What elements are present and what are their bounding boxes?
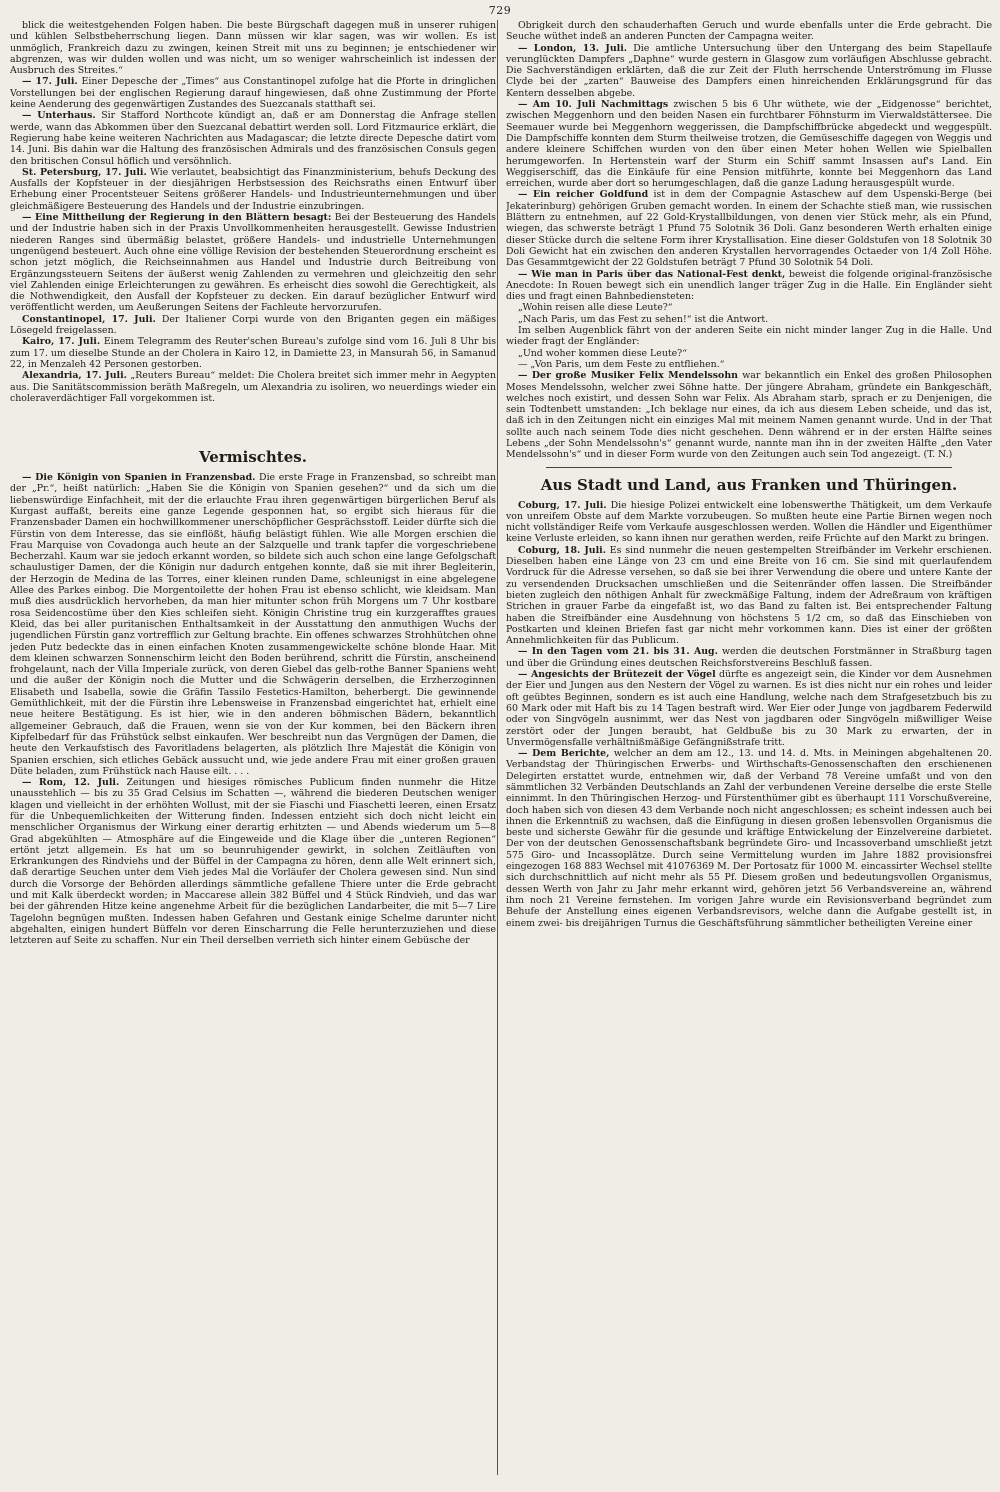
article-text: Sir Stafford Northcote kündigt an, daß er am Donnerstag die Anfrage stellen werde, wann das Abkommen über den Suezcanal debattirt werden soll. Lord Fitzmaurice erklärt, die Regierung habe keine weiteren Nachrichten aus Madagascar; die letzte directe Depesche datirt vom 14. Juni. Bis dahin war die Haltung des französischen Admirals und des französischen Consuls gegen den britischen Consul höflich und versöhnlich. <box>10 110 496 167</box>
article-dateline: Constantinopel, 17. Juli. <box>22 313 156 325</box>
article-text: „Reuters Bureau“ meldet: Die Cholera breitet sich immer mehr in Aegypten aus. Die Sanitätscommission beräth Maßregeln, um Alexandria zu isoliren, wo neuerdings wieder ein choleraverdächtiger Fall vorgekommen ist. <box>10 370 496 404</box>
section-heading-vermischtes: Vermischtes. <box>199 448 307 467</box>
article-paragraph <box>506 302 992 313</box>
article-text: „Wohin reisen alle diese Leute?“ <box>518 302 673 314</box>
article-dateline: Coburg, 17. Juli. <box>518 499 607 511</box>
column-divider <box>497 20 498 1475</box>
article-paragraph <box>10 370 496 404</box>
article-text: Einem Telegramm des Reuter'schen Bureau's zufolge sind vom 16. Juli 8 Uhr bis zum 17. um dieselbe Stunde an der Cholera in Kairo 12, in Damiette 23, in Mansurah 56, in Samanud 22, in Menzaleh 42 Personen gestorben. <box>10 336 496 370</box>
article-text: Der Italiener Corpi wurde von den Briganten gegen ein mäßiges Lösegeld freigelassen. <box>10 313 496 337</box>
article-dateline: — London, 13. Juli. <box>518 42 628 54</box>
article-paragraph <box>506 669 992 748</box>
article-text: dürfte es angezeigt sein, die Kinder vor dem Ausnehmen der Eier und Jungen aus den Nestern der Vögel zu warnen. Es ist dies nicht nur ein rohes und leider oft geübtes Beginnen, sondern es ist auch eine Handlung, welche nach dem Strafgesetzbuch bis zu 60 Mark oder mit Haft bis zu 14 Tagen bestraft wird. Wer Eier oder Junge von jagdbarem Federwild oder von Singvögeln ausnimmt, wer das Nest von jagdbaren oder Singvögeln mißwilliger Weise zerstört oder der Jungen beraubt, hat Geldbuße bis zu 30 Mark zu erwarten, der in Unvermögensfalle verhältnißmäßige Gefängnißstrafe tritt. <box>506 669 992 748</box>
article-text: Die hiesige Polizei entwickelt eine lobenswerthe Thätigkeit, um dem Verkaufe von unreifem Obste auf dem Markte vorzubeugen. So mußten heute eine Partie Birnen wegen noch nicht vollständiger Reife vom Verkaufe ausgeschlossen werden. Wollen die Händler und Eigenthümer keine Verluste erleiden, so kann ihnen nur gerathen werden, reife Früchte auf den Markt zu bringen. <box>506 499 992 545</box>
article-text: werden die deutschen Forstmänner in Straßburg tagen und über die Gründung eines deutschen Reichsforstvereins Beschluß fassen. <box>506 646 992 669</box>
article-paragraph <box>506 314 992 325</box>
article-text: blick die weitestgehenden Folgen haben. Die beste Bürgschaft dagegen muß in unserer ruhigen und kühlen Selbstbeherrschung liegen. Dann müssen wir klar sagen, was wir wollen. Es ist unmöglich, Frankreich dazu zu zwingen, keinen Streit mit uns zu beginnen; je entschiedener wir abgrenzen, was wir dulden wollen und was nicht, um so weniger wahrscheinlich ist indessen der Ausbruch des Streites.“ <box>10 20 496 77</box>
article-dateline: — Wie man in Paris über das National-Fest denkt, <box>518 268 786 280</box>
article-paragraph <box>506 189 992 268</box>
article-dateline: — Ein reicher Goldfund <box>518 189 649 201</box>
article-dateline: — Dem Berichte, <box>518 748 610 760</box>
article-paragraph <box>506 646 992 669</box>
article-dateline: Alexandria, 17. Juli. <box>22 370 127 382</box>
article-text: Die erste Frage in Franzensbad, so schreibt man der „Pr.“, heißt natürlich: „Haben Sie die Königin von Spanien gesehen?“ und da sich um die liebenswürdige Einfachheit, mit der die erlauchte Frau ihren gegenwärtigen bürgerlichen Beruf als Kurgast auffaßt, bereits eine ganze Legende gesponnen hat, so ergibt sich hieraus für die Franzensbader Damen ein hochwillkommener unerschöpflicher Gesprächsstoff. Leider dürfte sich die Fürstin von dem Interesse, das sie einflößt, häufig belästigt fühlen. Wie alle Morgen erschien die Frau Marquise von Covadonga auch heute an der Salzquelle und trank tapfer die vorgeschriebene Becherzahl. Kaum war sie jedoch erkannt worden, so bildete sich auch schon eine lange Gefolgschaft schaulustiger Damen, der die Königin nur dadurch entgehen konnte, daß sie mit ihrer Begleiterin, der Herzogin de Medina de las Torres, einer kleinen runden Dame, schleunigst in eine abgelegene Allee des Parkes einbog. Die Morgentoilette der hohen Frau ist ebenso schlicht, wie kleidsam. Man muß dies ausdrücklich hervorheben, da man hier mitunter schon früh Morgens um 7 Uhr kostbare rosa Seidencostüme über den Kies schleifen sieht. Königin Christine trug ein kurzgerafftes graues Kleid, das bei aller puritanischen Enthaltsamkeit in der Ausstattung den anmuthigen Wuchs der jugendlichen Fürstin ganz vortrefflich zur Geltung brachte. Ein offenes schwarzes Strohhütchen ohne jeden Putz bedeckte das in einen einfachen Knoten zusammengewickelte schöne blonde Haar. Mit dem kleinen schwarzen Sonnenschirm leicht den Boden berührend, schritt die Fürstin, anscheinend frohgelaunt, nach der Villa Imperiale zurück, von deren Giebel das gelb-rothe Banner Spaniens weht und die außer der Königin noch die Mutter und die Schwägerin derselben, die Erzherzoginnen Elisabeth und Isabella, sowie die Gräfin Tassilo Festetics-Hamilton, beherbergt. Die gewinnende Gemüthlichkeit, mit der die Fürstin ihre Lebensweise in Franzensbad eingerichtet hat, erhielt eine neue heitere Bestätigung. Es ist hier, wie in den anderen böhmischen Bädern, bekanntlich allgemeiner Gebrauch, daß die Frauen, wenn sie von der Kur kommen, bei den Bäckern ihren Kipfelbedarf für das Frühstück selbst einkaufen. Wer beschreibt nun das Vergnügen der Damen, die heute den Verkaufstisch des Favoritladens belagerten, als plötzlich Ihre Majestät die Königin von Spanien erschien, sich etliches Gebäck aussucht und, wie jede andere Frau mit einer großen grauen Düte beladen, zum Frühstück nach Hause eilt. . . . <box>10 472 496 777</box>
article-text: welcher an dem am 12., 13. und 14. d. Mts. in Meiningen abgehaltenen 20. Verbandstag der Thüringischen Erwerbs- und Wirthschafts-Genossenschaften den erschienenen Delegirten erstattet wurde, entnehmen wir, daß der Verband 78 Vereine umfaßt und von den sämmtlichen 32 Verbänden Deutschlands an Zahl der verbundenen Vereine derselbe die erste Stelle einnimmt. In den Thüringischen Herzog- und Fürstenthümer gibt es überhaupt 111 Vorschußvereine, doch haben sich von diesen 43 dem Verbande noch nicht angeschlossen; es scheint indessen auch bei ihnen die Erkenntniß zu wachsen, daß die Einfügung in diesen großen lebensvollen Organismus die beste und sicherste Gewähr für die gesunde und kräftige Entwickelung der Einzelvereine darbietet. Der von der deutschen Genossenschaftsbank begründete Giro- und Incassoverband umschließt jetzt 575 Giro- und Incassoplätze. Durch seine Vermittelung wurden im Jahre 1882 provisionsfrei eingezogen 168 883 Wechsel mit 41076369 M. Der Portosatz für 1000 M. eincassirter Wechsel stellte sich durchschnittlich auf nicht mehr als 55 Pf. Diesem großen und bedeutungsvollen Organismus, dessen Werth von Jahr zu Jahr mehr erkannt wird, gehören jetzt 56 Verbandsvereine an, während ihm noch 21 Vereine fernstehen. Im vorigen Jahre wurde ein Revisionsverband begründet zum Behufe der Anstellung eines eigenen Verbandsrevisors, welche dann die Aufgabe gestellt ist, in einem zwei- bis dreijährigen Turnus die Geschäftsführung sämmtlicher betheiligten Vereine einer <box>506 748 992 929</box>
article-paragraph <box>10 314 496 337</box>
article-paragraph <box>506 545 992 647</box>
page-number: 729 <box>488 4 512 17</box>
article-text: zwischen 5 bis 6 Uhr wüthete, wie der „Eidgenosse“ berichtet, zwischen Meggenhorn und den beiden Nasen ein furchtbarer Föhnsturm im Vierwaldstättersee. Die Seemauer wurde bei Meggenhorn weggerissen, die Dampfschiffbrücke abgedeckt und weggespült. Die Dampfschiffe konnten dem Sturm theilweise trotzen, die Gemüseschiffe dagegen von Weggis und andere kleinere Schiffchen wurden von den über einen Meter hohen Wellen wie Spielballen herumgeworfen. In Hertenstein warf der Sturm ein Schiff sammt Insassen auf's Land. Ein Weggiserschiff, das die Einkäufe für eine Pension mitführte, konnte bei Meggenhorn das Land erreichen, wurde aber dort so herumgeschlagen, daß die ganze Ladung herausgespült wurde. <box>506 99 992 190</box>
article-text: Wie verlautet, beabsichtigt das Finanzministerium, behufs Deckung des Ausfalls der Kopfsteuer in der diesjährigen Herbstsession des Reichsraths einen Entwurf über Erhebung einer Procentsteuer Seitens größerer Handels- und Industrieunternehmungen und über gleichmäßigere Besteuerung des Handels und der Industrie einzubringen. <box>10 166 496 212</box>
article-dateline: — Unterhaus. <box>22 110 96 122</box>
article-paragraph <box>506 348 992 359</box>
blank-space <box>10 404 496 440</box>
article-text: war bekanntlich ein Enkel des großen Philosophen Moses Mendelssohn, welcher zwei Söhne hatte. Der jüngere Abraham, gründete ein Bankgeschäft, welches noch existirt, und dessen Sohn war Felix. Als Abraham starb, sprach er zu Denjenigen, die sein Todtenbett umstanden: „Ich beklage nur eines, da ich aus diesem Leben scheide, und das ist, daß ich in den Zeitungen nicht ein einziges Mal mit meinem Namen genannt wurde. Und in der That sollte auch nach seinem Tode dies nicht geschehen. Denn während er in der ersten Hälfte seines Lebens „der Sohn Mendelssohn's“ genannt wurde, nannte man ihn in der zweiten Hälfte „den Vater Mendelssohn's“ und in dieser Form wurde von den Zeitungen auch sein Tod angezeigt. (T. N.) <box>506 370 992 461</box>
article-dateline: Coburg, 18. Juli. <box>518 544 606 556</box>
article-dateline: Kairo, 17. Juli. <box>22 336 101 348</box>
article-paragraph <box>506 20 992 43</box>
article-text: Im selben Augenblick fährt von der anderen Seite ein nicht minder langer Zug in die Halle. Und wieder fragt der Engländer: <box>506 325 992 348</box>
article-text: Es sind nunmehr die neuen gestempelten Streifbänder im Verkehr erschienen. Dieselben haben eine Länge von 23 cm und eine Breite von 16 cm. Sie sind mit querlaufendem Vordruck für die Adresse versehen, so daß sie bei ihrer Verwendung die obere und untere Kante der zu versendenden Drucksachen umschließen und die Seitenränder offen lassen. Die Streifbänder bieten zugleich den nöthigen Anhalt für zweckmäßige Faltung, indem der Adreßraum von kräftigen Strichen in grauer Farbe da eingefaßt ist, wo das Band zu falten ist. Bei entsprechender Faltung haben die Streifbänder eine Ausdehnung von höchstens 5 1/2 cm, so daß das Einschieben von Postkarten und kleinen Briefen fast gar nicht mehr vorkommen kann. Dies ist einer der größten Annehmlichkeiten für das Publicum. <box>506 544 992 647</box>
article-paragraph <box>10 777 496 946</box>
article-text: „Nach Paris, um das Fest zu sehen!“ ist die Antwort. <box>518 313 769 325</box>
article-dateline: — Eine Mittheilung der Regierung in den Blättern besagt: <box>22 212 332 224</box>
article-paragraph <box>10 167 496 212</box>
article-text: Zeitungen und hiesiges römisches Publicum finden nunmehr die Hitze unausstehlich — bis zu 35 Grad Celsius im Schatten —, während die biederen Deutschen weniger klagen und vielleicht in der erhöhten Wollust, mit der sie Fiaschi und Fiaschetti leeren, einen Ersatz für die Unbequemlichkeiten der Witterung finden. Indessen entzieht sich doch nicht leicht ein menschlicher Organismus der Wirkung einer derartig erhitzten — und Abends wiederum um 5—8 Grad abgekühlten — Atmosphäre auf die Eingeweide und die Klage über die „unteren Regionen“ ertönt jetzt allgemein. Es hat um so beunruhigender gewirkt, in solchen Zeitläuften von Erkrankungen des Rindviehs und der Büffel in der Campagna zu hören, denn alle Welt erinnert sich, daß derartige Seuchen unter dem Vieh jedes Mal die Vorläufer der Cholera gewesen sind. Nun sind durch die Vorsorge der Behörden allerdings sämmtliche gefallene Thiere unter die Erde gebracht und mit Kalk überdeckt worden; in Maccarese allein 382 Büffel und 4 Stück Rindvieh, und das war bei der gährenden Hitze keine angenehme Arbeit für die bezüglichen Landarbeiter, die mit 5—7 Lire Tagelohn begnügen mußten. Indessen haben Gefahren und Gestank einige Schelme darunter nicht abgehalten, einigen hundert Büffeln vor deren Einscharrung die Felle herunterzuziehen und diese letzteren auf Seite zu schaffen. Nur ein Theil derselben verrieth sich hinter einem Gebüsche der <box>10 777 496 947</box>
article-paragraph <box>10 472 496 777</box>
article-text: Die amtliche Untersuchung über den Untergang des beim Stapellaufe verunglückten Dampfers „Daphne“ wurde gestern in Glasgow zum vorläufigen Abschlusse gebracht. Die Sachverständigen erklärten, daß die zur Zeit der Fluth herrschende Unterströmung im Flusse Clyde bei der „zarten“ Bauweise des Dampfers einen hinreichenden Erklärungsgrund für das Kentern desselben abgebe. <box>506 42 992 99</box>
article-text: ist in dem der Compagnie Astaschew auf dem Uspenski-Berge (bei Jekaterinburg) gehörigen Gruben gemacht worden. In einem der Schachte stieß man, wie russischen Blättern zu entnehmen, auf 22 Gold-Krystallbildungen, von denen vier Stück mehr, als ein Pfund, wiegen, das schwerste beträgt 1 Pfund 75 Solotnik 36 Doli. Ganz besonderen Werth erhalten einige dieser Stücke durch die seltene Form ihrer Krystallisation. Eine dieser Goldstufen von 18 Solotnik 30 Doli Gewicht hat ein zwischen den anderen Krystallen hervorragendes Octaeder von 1/4 Zoll Höhe. Das Gesammtgewicht der 22 Goldstufen beträgt 7 Pfund 30 Solotnik 54 Doli. <box>506 189 992 269</box>
article-paragraph <box>506 43 992 99</box>
article-paragraph <box>506 748 992 929</box>
article-text: Bei der Besteuerung des Handels und der Industrie haben sich in der Praxis Unvollkommenheiten herausgestellt. Gewisse Industrien niederen Ranges sind übermäßig belastet, größere Handels- und industrielle Unternehmungen ungenügend besteuert. Auch ohne eine völlige Revision der bestehenden Steuerordnung erscheint es schon jetzt möglich, die Reichseinnahmen aus Handel und Industrie durch Beitreibung von Ergänzungssteuern Seitens der äußerst wenig Zahlenden zu vermehren und gleichzeitig den sehr viel Zahlenden einige Erleichterungen zu gewähren. Es erheischt dies sowohl die Gerechtigkeit, als die Nothwendigkeit, den Ausfall der Kopfsteuer zu decken. Ein darauf bezüglicher Entwurf wird veröffentlicht werden, um Aeußerungen Seitens der Fachleute hervorzurufen. <box>10 212 496 314</box>
article-dateline: — Am 10. Juli Nachmittags <box>518 99 669 111</box>
article-paragraph <box>506 370 992 460</box>
article-text: — „Von Paris, um dem Feste zu entfliehen.“ <box>518 358 725 370</box>
article-text: Einer Depesche der „Times“ aus Constantinopel zufolge hat die Pforte in dringlichen Vorstellungen bei der englischen Regierung darauf hingewiesen, daß ohne Zustimmung der Pforte keine Aenderung des gegenwärtigen Zustandes des Suezcanals statthaft sei. <box>10 76 496 111</box>
right-column <box>506 20 992 1480</box>
article-paragraph <box>506 359 992 370</box>
left-news-block <box>10 20 496 404</box>
right-news-block <box>506 20 992 461</box>
article-paragraph <box>506 99 992 189</box>
article-dateline: — Rom, 12. Juli. <box>22 777 120 789</box>
right-local-news-block <box>506 500 992 929</box>
article-paragraph <box>10 110 496 166</box>
section-heading-stadt-und-land: Aus Stadt und Land, aus Franken und Thüringen. <box>540 475 958 494</box>
section-divider <box>546 467 952 468</box>
article-paragraph <box>10 20 496 76</box>
article-paragraph <box>506 325 992 348</box>
article-dateline: — 17. Juli. <box>22 76 78 88</box>
article-dateline: — In den Tagen vom 21. bis 31. Aug. <box>518 646 718 658</box>
article-paragraph <box>506 500 992 545</box>
article-paragraph <box>10 76 496 110</box>
left-column <box>10 20 496 1480</box>
article-paragraph <box>506 269 992 303</box>
article-paragraph <box>10 212 496 314</box>
article-text: „Und woher kommen diese Leute?“ <box>518 347 687 359</box>
article-dateline: — Die Königin von Spanien in Franzensbad. <box>22 472 256 484</box>
article-paragraph <box>10 336 496 370</box>
article-dateline: — Der große Musiker Felix Mendelssohn <box>518 370 738 382</box>
article-text: beweist die folgende original-französische Anecdote: In Rouen bewegt sich ein unendlich langer träger Zug in die Halle. Ein Engländer sieht dies und fragt einen Bahnbediensteten: <box>506 268 992 303</box>
article-dateline: — Angesichts der Brütezeit der Vögel <box>518 669 716 681</box>
left-vermischtes-block <box>10 472 496 946</box>
article-dateline: St. Petersburg, 17. Juli. <box>22 166 147 178</box>
article-text: Obrigkeit durch den schauderhaften Geruch und wurde ebenfalls unter die Erde gebracht. Die Seuche wüthet indeß an anderen Puncten der Campagna weiter. <box>506 20 992 43</box>
